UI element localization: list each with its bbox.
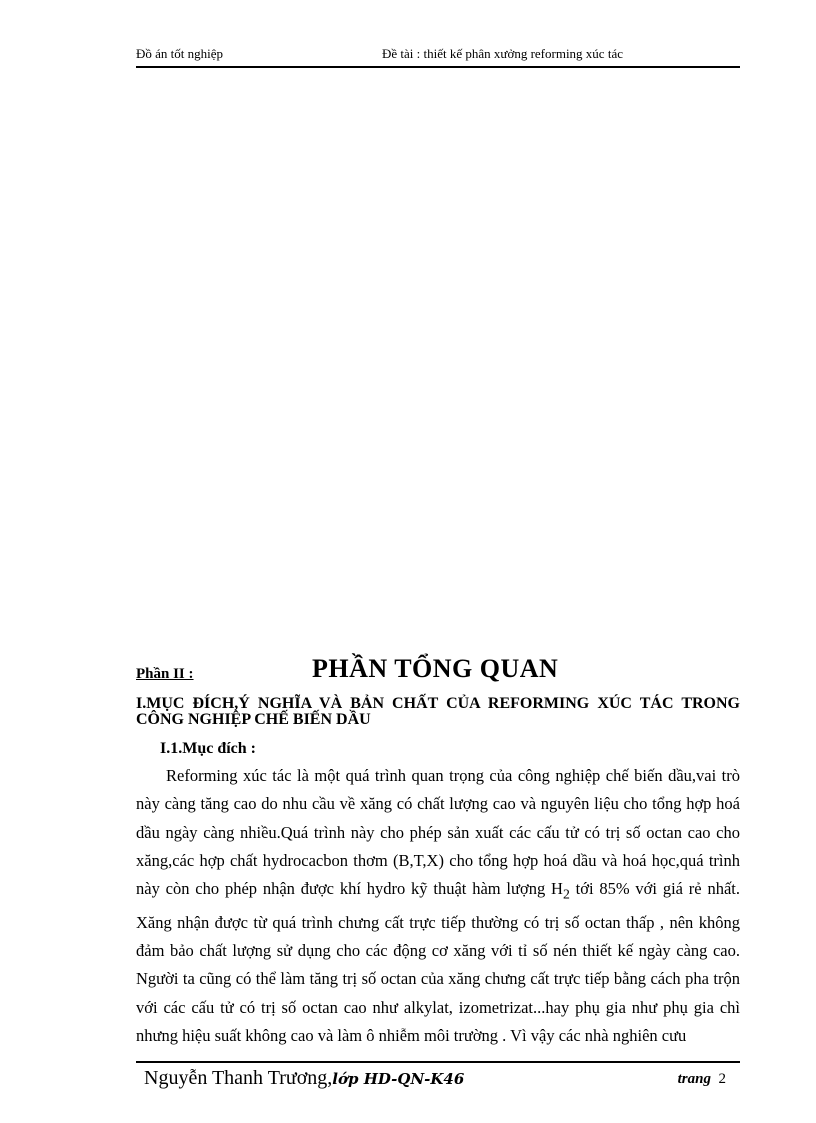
page-number: 2 — [718, 1071, 726, 1087]
header-right-text: Đề tài : thiết kế phân xưởng reforming xúc tác — [382, 46, 623, 61]
page-number-block — [678, 1071, 726, 1088]
page-header — [136, 44, 740, 68]
page-label: trang — [677, 1071, 711, 1087]
body-text-part-1: Reforming xúc tác là một quá trình quan trọng của công nghiệp chế biến dầu,vai trò này càng tăng cao do nhu cầu về xăng có chất lượng cao và nguyên liệu cho tổng hợp hoá dầu ngày càng nhiều.Quá trình này cho phép sản xuất các cấu tử có trị số octan cao cho xăng,các hợp chất hydrocacbon thơm (B,T,X) cho tổng hợp hoá dầu và hoá học,quá trình này còn cho phép nhận được khí hydro kỹ thuật hàm lượng H — [136, 766, 740, 899]
subscript-text: 2 — [562, 886, 570, 902]
section-label: Phần II : — [136, 666, 194, 682]
page-footer — [136, 1061, 740, 1093]
class-info: lớp HD-QN-K46 — [332, 1070, 465, 1088]
header-left-text: Đồ án tốt nghiệp — [136, 46, 224, 61]
author-name: Nguyễn Thanh Trương, — [144, 1067, 333, 1089]
subsection-heading: I.1.Mục đích : — [160, 740, 256, 757]
body-text-part-2: tới 85% với giá rẻ nhất. Xăng nhận được từ quá trình chưng cất trực tiếp thường có trị số octan thấp , nên không đảm bảo chất lượng sử dụng cho các động cơ xăng với tỉ số nén thiết kế ngày càng cao. Người ta cũng có thể làm tăng trị số octan của xăng chưng cất trực tiếp bằng cách pha trộn với các cấu tử có trị số octan cao như alkylat, izometrizat...hay phụ gia như phụ gia chì nhưng hiệu suất không cao và làm ô nhiễm môi trường . Vì vậy các nhà nghiên cưu — [136, 879, 740, 1045]
chapter-heading: I.MỤC ĐÍCH,Ý NGHĨA VÀ BẢN CHẤT CỦA REFORMING XÚC TÁC TRONG CÔNG NGHIỆP CHẾ BIẾN DẦU — [136, 695, 740, 728]
section-title: PHẦN TỔNG QUAN — [312, 654, 559, 683]
section-heading-row — [136, 654, 740, 690]
footer-author — [144, 1067, 464, 1090]
body-paragraph — [136, 762, 740, 1050]
